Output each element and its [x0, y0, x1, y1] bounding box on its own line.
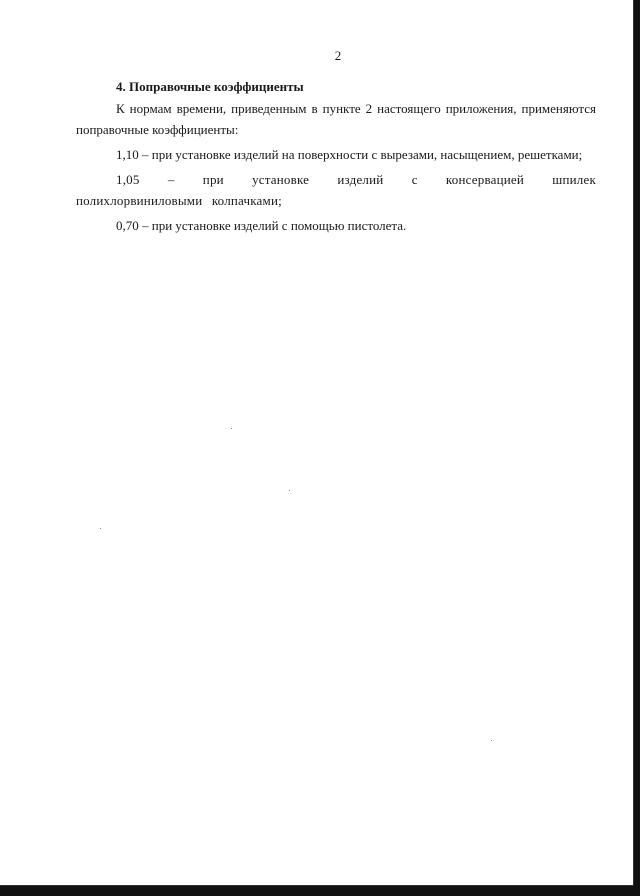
- intro-paragraph: К нормам времени, приведенным в пункте 2 настоящего приложения, применяются поправочные коэффициенты:: [76, 101, 596, 137]
- scan-speck: [289, 490, 290, 491]
- coefficient-item-3: 0,70 – при установке изделий с помощью пистолета.: [116, 218, 407, 233]
- coefficient-item-1: 1,10 – при установке изделий на поверхности с вырезами, насыщением, решетками;: [116, 147, 583, 162]
- scan-speck: [491, 740, 492, 741]
- section-heading: 4. Поправочные коэффициенты: [116, 79, 304, 94]
- scan-speck: [100, 528, 101, 529]
- page-number: 2: [334, 48, 342, 63]
- coefficient-item-2: 1,05 – при установке изделий с консервацией шпилек полихлорвиниловыми колпачками;: [76, 172, 596, 208]
- scan-speck: [231, 428, 232, 429]
- section-content: [76, 76, 596, 240]
